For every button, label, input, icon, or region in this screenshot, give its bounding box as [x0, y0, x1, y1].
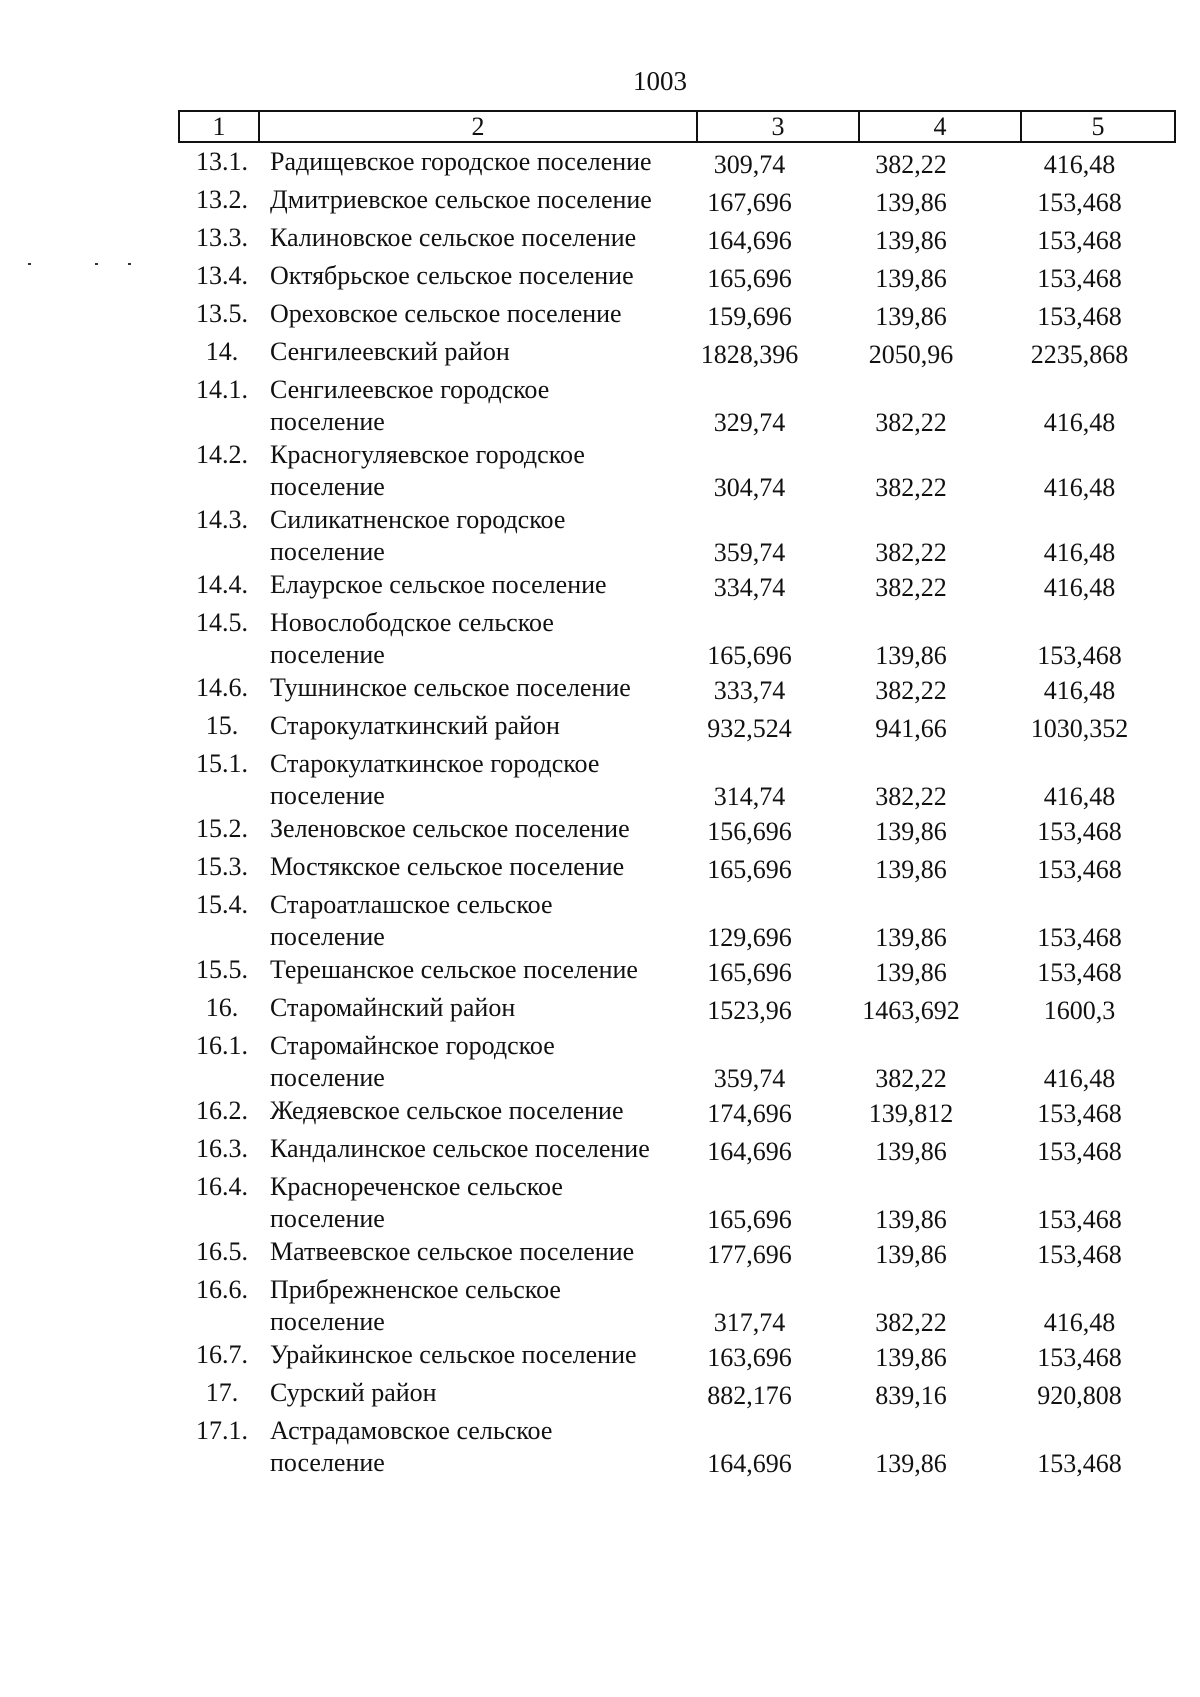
row-number: 16.5. — [196, 1237, 248, 1266]
row-value-col4: 139,86 — [875, 1343, 947, 1372]
row-value-col3: 309,74 — [713, 150, 786, 179]
row-value-col4: 139,86 — [875, 923, 947, 952]
row-value-col4: 139,86 — [875, 1449, 947, 1478]
row-value-col4: 139,86 — [875, 1205, 947, 1234]
row-value-col3: 882,176 — [707, 1381, 792, 1410]
row-number: 15.4. — [196, 890, 248, 919]
table-row — [178, 607, 1168, 672]
row-value-col3: 333,74 — [713, 676, 786, 705]
row-number: 14.2. — [196, 440, 248, 469]
row-value-col5: 153,468 — [1037, 226, 1122, 255]
row-name: Ореховское сельское поселение — [270, 299, 622, 328]
row-number: 14.3. — [196, 505, 248, 534]
row-value-col5: 416,48 — [1043, 1308, 1116, 1337]
scan-speck — [28, 263, 31, 265]
table-header — [178, 110, 1176, 143]
row-value-col4: 139,86 — [875, 302, 947, 331]
row-value-col4: 139,86 — [875, 855, 947, 884]
table-row — [178, 1133, 1168, 1171]
row-name: Тушнинское сельское поселение — [270, 673, 631, 702]
row-number: 16.1. — [196, 1031, 248, 1060]
row-value-col5: 2235,868 — [1030, 340, 1129, 369]
row-value-col3: 304,74 — [713, 473, 786, 502]
table-row — [178, 748, 1168, 813]
scan-speck — [128, 263, 131, 265]
row-name: Сенгилеевское городское поселение — [270, 375, 550, 436]
row-value-col5: 920,808 — [1037, 1381, 1122, 1410]
row-value-col5: 416,48 — [1043, 150, 1116, 179]
row-number: 15.2. — [196, 814, 248, 843]
row-number: 16.4. — [196, 1172, 248, 1201]
page-number: 1003 — [633, 66, 687, 96]
row-value-col5: 416,48 — [1043, 573, 1116, 602]
table-row — [178, 184, 1168, 222]
row-value-col4: 139,86 — [875, 226, 947, 255]
row-value-col5: 1600,3 — [1043, 996, 1116, 1025]
row-number: 13.4. — [196, 261, 248, 290]
row-value-col4: 139,86 — [875, 641, 947, 670]
row-value-col5: 153,468 — [1037, 1240, 1122, 1269]
row-value-col3: 932,524 — [707, 714, 792, 743]
row-value-col3: 314,74 — [713, 782, 786, 811]
table-row — [178, 889, 1168, 954]
scan-speck — [95, 263, 98, 265]
row-name: Калиновское сельское поселение — [270, 223, 637, 252]
row-name: Дмитриевское сельское поселение — [270, 185, 652, 214]
row-value-col5: 416,48 — [1043, 676, 1116, 705]
row-value-col4: 139,86 — [875, 817, 947, 846]
row-number: 13.1. — [196, 147, 248, 176]
table-row — [178, 672, 1168, 710]
row-number: 16.7. — [196, 1340, 248, 1369]
header-col-5: 5 — [1021, 111, 1175, 142]
row-number: 17.1. — [196, 1416, 248, 1445]
row-name: Зеленовское сельское поселение — [270, 814, 630, 843]
row-value-col4: 941,66 — [875, 714, 947, 743]
row-number: 17. — [205, 1378, 239, 1407]
row-value-col4: 2050,96 — [868, 340, 954, 369]
table-row — [178, 374, 1168, 439]
row-value-col3: 164,696 — [707, 1449, 792, 1478]
row-name: Старомайнское городское поселение — [270, 1031, 555, 1092]
header-row — [179, 111, 1175, 142]
row-value-col5: 153,468 — [1037, 1449, 1122, 1478]
table-row — [178, 1339, 1168, 1377]
table-row — [178, 260, 1168, 298]
table-row — [178, 1415, 1168, 1480]
row-number: 14.1. — [196, 375, 248, 404]
row-name: Мостякское сельское поселение — [270, 852, 625, 881]
row-value-col4: 139,86 — [875, 1240, 947, 1269]
row-name: Астрадамовское сельское поселение — [270, 1416, 553, 1477]
row-value-col4: 382,22 — [875, 408, 947, 437]
row-value-col5: 153,468 — [1037, 855, 1122, 884]
row-value-col4: 382,22 — [875, 573, 947, 602]
row-name: Краснореченское сельское поселение — [270, 1172, 563, 1233]
row-number: 16.3. — [196, 1134, 248, 1163]
row-name: Жедяевское сельское поселение — [270, 1096, 624, 1125]
row-name: Старомайнский район — [270, 993, 516, 1022]
table-row — [178, 1274, 1168, 1339]
row-number: 13.2. — [196, 185, 248, 214]
table-row — [178, 146, 1168, 184]
row-value-col4: 382,22 — [875, 1064, 947, 1093]
row-number: 16. — [205, 993, 239, 1022]
row-value-col4: 1463,692 — [862, 996, 960, 1025]
row-name: Красногуляевское городское поселение — [270, 440, 585, 501]
row-name: Урайкинское сельское поселение — [270, 1340, 637, 1369]
table-row — [178, 851, 1168, 889]
row-value-col5: 416,48 — [1043, 473, 1116, 502]
row-number: 14. — [205, 337, 239, 366]
row-value-col4: 382,22 — [875, 676, 947, 705]
row-value-col3: 164,696 — [707, 226, 792, 255]
row-value-col4: 382,22 — [875, 150, 947, 179]
row-name: Силикатненское городское поселение — [270, 505, 566, 566]
row-value-col3: 359,74 — [713, 538, 786, 567]
row-number: 16.6. — [196, 1275, 248, 1304]
row-name: Старокулаткинское городское поселение — [270, 749, 600, 810]
table-row — [178, 710, 1168, 748]
table-row — [178, 336, 1168, 374]
row-name: Октябрьское сельское поселение — [270, 261, 634, 290]
row-value-col3: 359,74 — [713, 1064, 786, 1093]
table-row — [178, 954, 1168, 992]
row-value-col5: 153,468 — [1037, 1205, 1122, 1234]
row-number: 15.5. — [196, 955, 248, 984]
row-value-col3: 163,696 — [707, 1343, 792, 1372]
row-value-col5: 153,468 — [1037, 188, 1122, 217]
row-value-col5: 153,468 — [1037, 923, 1122, 952]
row-value-col4: 139,86 — [875, 1137, 947, 1166]
row-name: Староатлашское сельское поселение — [270, 890, 553, 951]
row-name: Кандалинское сельское поселение — [270, 1134, 650, 1163]
row-name: Новослободское сельское поселение — [270, 608, 554, 669]
table-row — [178, 298, 1168, 336]
row-value-col5: 416,48 — [1043, 538, 1116, 567]
row-number: 15.1. — [196, 749, 248, 778]
header-col-3: 3 — [697, 111, 859, 142]
row-value-col4: 382,22 — [875, 782, 947, 811]
table-row — [178, 992, 1168, 1030]
row-name: Матвеевское сельское поселение — [270, 1237, 635, 1266]
row-value-col5: 153,468 — [1037, 264, 1122, 293]
table-row — [178, 1171, 1168, 1236]
table-row — [178, 1030, 1168, 1095]
row-value-col4: 382,22 — [875, 538, 947, 567]
header-col-4: 4 — [859, 111, 1021, 142]
row-name: Сенгилеевский район — [270, 337, 510, 366]
row-value-col3: 334,74 — [713, 573, 786, 602]
row-value-col4: 382,22 — [875, 1308, 947, 1337]
row-name: Елаурское сельское поселение — [270, 570, 607, 599]
row-value-col5: 153,468 — [1037, 641, 1122, 670]
row-value-col4: 839,16 — [875, 1381, 947, 1410]
row-value-col3: 159,696 — [707, 302, 792, 331]
row-number: 14.4. — [196, 570, 248, 599]
row-value-col3: 317,74 — [713, 1308, 786, 1337]
row-value-col5: 416,48 — [1043, 782, 1116, 811]
table-row — [178, 439, 1168, 504]
row-number: 13.5. — [196, 299, 248, 328]
row-number: 13.3. — [196, 223, 248, 252]
row-value-col4: 139,86 — [875, 188, 947, 217]
row-value-col5: 1030,352 — [1030, 714, 1129, 743]
table-row — [178, 1095, 1168, 1133]
row-value-col3: 165,696 — [707, 641, 792, 670]
row-number: 15. — [205, 711, 239, 740]
table-body — [178, 146, 1168, 1480]
table-row — [178, 1236, 1168, 1274]
row-value-col5: 153,468 — [1037, 958, 1122, 987]
row-value-col5: 416,48 — [1043, 408, 1116, 437]
row-number: 14.6. — [196, 673, 248, 702]
table-row — [178, 504, 1168, 569]
row-value-col3: 129,696 — [707, 923, 792, 952]
row-name: Терешанское сельское поселение — [270, 955, 638, 984]
row-value-col3: 165,696 — [707, 855, 792, 884]
row-number: 15.3. — [196, 852, 248, 881]
row-value-col3: 174,696 — [707, 1099, 792, 1128]
header-col-1: 1 — [179, 111, 259, 142]
row-value-col4: 139,86 — [875, 264, 947, 293]
row-value-col5: 153,468 — [1037, 1343, 1122, 1372]
table-row — [178, 569, 1168, 607]
row-value-col5: 153,468 — [1037, 817, 1122, 846]
row-name: Старокулаткинский район — [270, 711, 560, 740]
row-name: Прибрежненское сельское поселение — [270, 1275, 561, 1336]
row-value-col5: 153,468 — [1037, 1137, 1122, 1166]
row-number: 14.5. — [196, 608, 248, 637]
row-number: 16.2. — [196, 1096, 248, 1125]
row-value-col3: 165,696 — [707, 958, 792, 987]
table-row — [178, 1377, 1168, 1415]
row-value-col4: 139,812 — [868, 1099, 954, 1128]
table-row — [178, 222, 1168, 260]
row-value-col5: 153,468 — [1037, 302, 1122, 331]
row-value-col3: 156,696 — [707, 817, 792, 846]
row-value-col3: 165,696 — [707, 264, 792, 293]
row-value-col5: 153,468 — [1037, 1099, 1122, 1128]
row-value-col5: 416,48 — [1043, 1064, 1116, 1093]
table-row — [178, 813, 1168, 851]
row-value-col3: 164,696 — [707, 1137, 792, 1166]
header-col-2: 2 — [259, 111, 697, 142]
row-name: Сурский район — [270, 1378, 437, 1407]
row-value-col4: 382,22 — [875, 473, 947, 502]
row-value-col3: 1523,96 — [707, 996, 792, 1025]
row-value-col3: 167,696 — [707, 188, 792, 217]
row-value-col3: 329,74 — [713, 408, 786, 437]
row-name: Радищевское городское поселение — [270, 147, 652, 176]
row-value-col4: 139,86 — [875, 958, 947, 987]
row-value-col3: 177,696 — [707, 1240, 792, 1269]
row-value-col3: 1828,396 — [700, 340, 799, 369]
row-value-col3: 165,696 — [707, 1205, 792, 1234]
